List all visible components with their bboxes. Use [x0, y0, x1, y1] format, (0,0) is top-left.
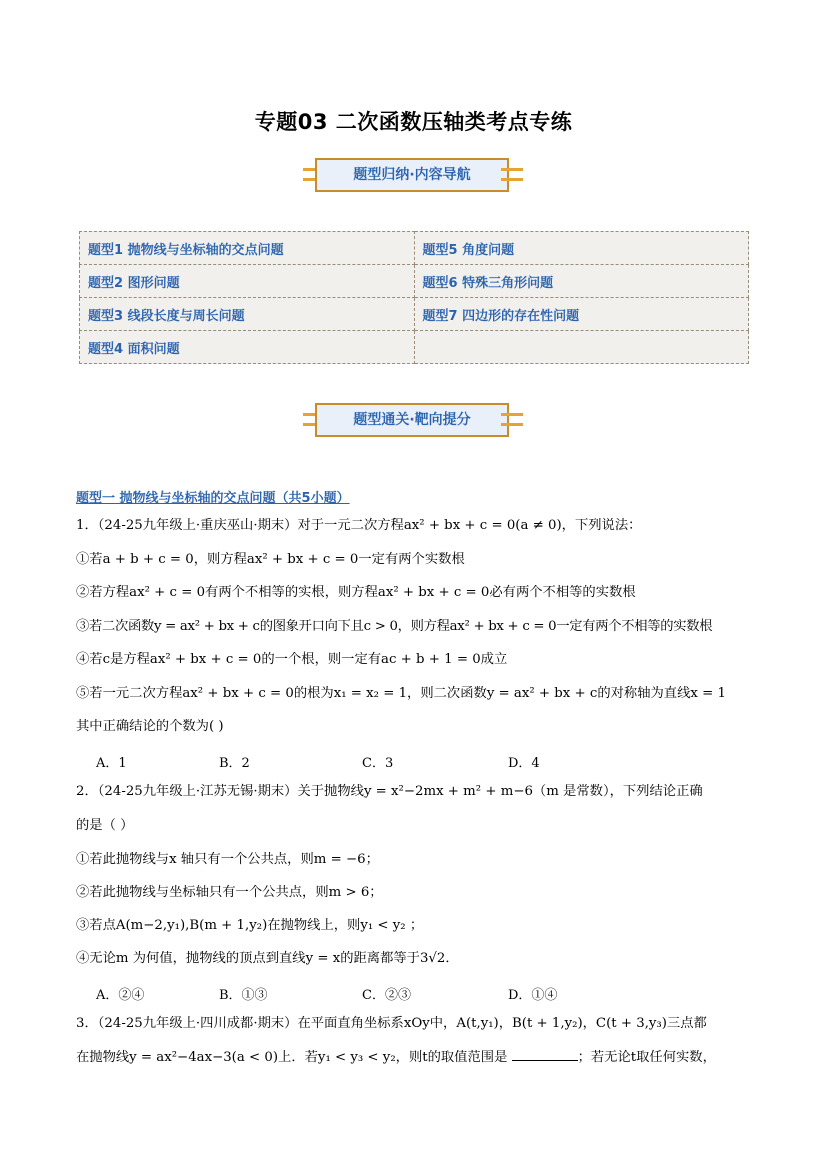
q1-option-b[interactable]: B．2 [219, 756, 250, 771]
q1-option-d[interactable]: D．4 [508, 756, 540, 771]
toc-item[interactable]: 题型7 四边形的存在性问题 [414, 298, 749, 331]
toc-item[interactable]: 题型3 线段长度与周长问题 [80, 298, 415, 331]
section-banner-practice [303, 403, 523, 441]
toc-item[interactable]: 题型2 图形问题 [80, 265, 415, 298]
q1-item: ⑤若一元二次方程ax² + bx + c = 0的根为x₁ = x₂ = 1，则二次函数y = ax² + bx + c的对称轴为直线x = 1 [76, 686, 726, 701]
contents-table [79, 231, 749, 364]
q1-stem: 1．（24-25九年级上·重庆巫山·期末）对于一元二次方程ax² + bx + c = 0(a ≠ 0)，下列说法： [76, 518, 642, 533]
q2-option-a[interactable]: A．②④ [96, 988, 145, 1003]
q2-option-b[interactable]: B．①③ [219, 988, 268, 1003]
q2-item: ①若此抛物线与x 轴只有一个公共点，则m = −6； [76, 852, 379, 867]
q2-item: ④无论m 为何值，抛物线的顶点到直线y = x的距离都等于3√2． [76, 951, 459, 966]
toc-item[interactable]: 题型6 特殊三角形问题 [414, 265, 749, 298]
banner-practice-label: 题型通关·靶向提分 [315, 403, 509, 437]
q2-stem: 2．（24-25九年级上·江苏无锡·期末）关于抛物线y = x²−2mx + m² + m−6（m 是常数），下列结论正确 [76, 784, 703, 799]
toc-item[interactable]: 题型4 面积问题 [80, 331, 415, 364]
answer-blank[interactable] [512, 1047, 578, 1061]
q2-option-c[interactable]: C．②③ [362, 988, 411, 1003]
q3-stem: 3．（24-25九年级上·四川成都·期末）在平面直角坐标系xOy中，A(t,y₁)，B(t + 1,y₂)，C(t + 3,y₃)三点都 [76, 1016, 707, 1031]
q1-option-a[interactable]: A．1 [96, 756, 127, 771]
q1-item: ①若a + b + c = 0，则方程ax² + bx + c = 0一定有两个实数根 [76, 552, 465, 567]
page-title: 专题03 二次函数压轴类考点专练 [254, 110, 573, 134]
q2-stem-cont: 的是（ ） [76, 818, 134, 833]
q2-item: ③若点A(m−2,y₁),B(m + 1,y₂)在抛物线上，则y₁ < y₂ ； [76, 918, 424, 933]
q2-item: ②若此抛物线与坐标轴只有一个公共点，则m > 6； [76, 885, 383, 900]
toc-item[interactable]: 题型1 抛物线与坐标轴的交点问题 [80, 232, 415, 265]
q1-item: ④若c是方程ax² + bx + c = 0的一个根，则一定有ac + b + 1 = 0成立 [76, 652, 508, 667]
toc-item-empty [414, 331, 749, 364]
section-banner-nav [303, 158, 523, 196]
q1-item: ③若二次函数y = ax² + bx + c的图象开口向下且c > 0，则方程ax² + bx + c = 0一定有两个不相等的实数根 [76, 619, 713, 634]
q3-stem-part2: ；若无论t取任何实数， [577, 1050, 716, 1065]
q3-stem-cont [76, 1047, 716, 1068]
toc-item[interactable]: 题型5 角度问题 [414, 232, 749, 265]
q2-option-d[interactable]: D．①④ [508, 988, 558, 1003]
section-heading[interactable]: 题型一 抛物线与坐标轴的交点问题（共5小题） [76, 491, 350, 506]
q1-option-c[interactable]: C．3 [362, 756, 394, 771]
q3-stem-part1: 在抛物线y = ax²−4ax−3(a < 0)上．若y₁ < y₃ < y₂，则t的取值范围是 [76, 1050, 512, 1065]
q1-ask: 其中正确结论的个数为( ) [76, 719, 224, 734]
q1-item: ②若方程ax² + c = 0有两个不相等的实根，则方程ax² + bx + c = 0必有两个不相等的实数根 [76, 585, 636, 600]
banner-nav-label: 题型归纳·内容导航 [315, 158, 509, 192]
